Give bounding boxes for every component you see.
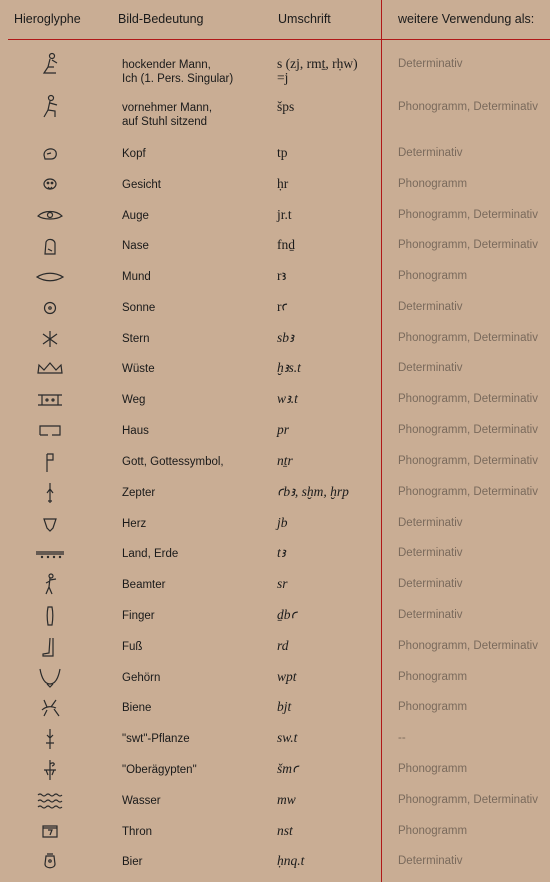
transliteration-cell: nṯr bbox=[277, 453, 293, 468]
transliteration-cell: sbꜣ bbox=[277, 330, 294, 345]
usage-cell: Determinativ bbox=[398, 301, 463, 313]
transliteration-cell: rd bbox=[277, 638, 289, 653]
meaning-cell: Fuß bbox=[122, 641, 143, 653]
transliteration-cell: jb bbox=[277, 515, 288, 530]
transliteration-cell: rꜥ bbox=[277, 299, 288, 314]
transliteration-cell: pr bbox=[277, 422, 290, 437]
usage-cell: Phonogramm, Determinativ bbox=[398, 455, 538, 467]
usage-cell: Determinativ bbox=[398, 855, 463, 867]
header-usage: weitere Verwendung als: bbox=[398, 12, 535, 26]
header-transliteration: Umschrift bbox=[278, 12, 331, 26]
meaning-cell: Stern bbox=[122, 333, 150, 345]
meaning-cell: Wüste bbox=[122, 363, 155, 375]
usage-cell: Determinativ bbox=[398, 517, 463, 529]
meaning-cell: Biene bbox=[122, 702, 152, 714]
meaning-cell: Gehörn bbox=[122, 672, 161, 684]
meaning-cell: Weg bbox=[122, 394, 146, 406]
nose-hieroglyph-icon bbox=[30, 232, 70, 260]
usage-cell: Phonogramm, Determinativ bbox=[398, 332, 538, 344]
meaning-cell: Nase bbox=[122, 240, 149, 252]
foot-hieroglyph-icon bbox=[30, 633, 70, 661]
transliteration-cell: s (zj, rmṯ, rḥw) =j bbox=[277, 56, 358, 85]
usage-cell: Phonogramm, Determinativ bbox=[398, 640, 538, 652]
usage-cell: Phonogramm bbox=[398, 701, 468, 713]
meaning-cell: Auge bbox=[122, 210, 149, 222]
meaning-cell: Land, Erde bbox=[122, 548, 179, 560]
star-hieroglyph-icon bbox=[30, 325, 70, 353]
transliteration-cell: mw bbox=[277, 792, 296, 807]
meaning-cell: Wasser bbox=[122, 795, 161, 807]
column-divider-vertical bbox=[381, 0, 382, 882]
transliteration-cell: sr bbox=[277, 576, 288, 591]
usage-cell: Phonogramm bbox=[398, 270, 468, 282]
header-divider bbox=[8, 39, 550, 40]
usage-cell: Phonogramm, Determinativ bbox=[398, 486, 538, 498]
meaning-cell: Zepter bbox=[122, 487, 156, 499]
finger-hieroglyph-icon bbox=[30, 602, 70, 630]
meaning-cell: hockender Mann, Ich (1. Pers. Singular) bbox=[122, 59, 234, 85]
heart-hieroglyph-icon bbox=[30, 510, 70, 538]
header-meaning: Bild-Bedeutung bbox=[118, 12, 204, 26]
meaning-cell: Sonne bbox=[122, 302, 156, 314]
transliteration-cell: ḫꜣs.t bbox=[277, 360, 301, 375]
usage-cell: Phonogramm, Determinativ bbox=[398, 239, 538, 251]
meaning-cell: Mund bbox=[122, 271, 151, 283]
eye-hieroglyph-icon bbox=[30, 202, 70, 230]
usage-cell: Phonogramm, Determinativ bbox=[398, 101, 538, 113]
meaning-cell: Gesicht bbox=[122, 179, 161, 191]
land-hieroglyph-icon bbox=[30, 540, 70, 568]
transliteration-cell: ḥnq.t bbox=[277, 853, 305, 868]
usage-cell: Phonogramm bbox=[398, 671, 468, 683]
transliteration-cell: šmꜥ bbox=[277, 761, 299, 776]
usage-cell: Phonogramm, Determinativ bbox=[398, 209, 538, 221]
meaning-cell: Thron bbox=[122, 826, 153, 838]
scepter-hieroglyph-icon bbox=[30, 479, 70, 507]
usage-cell: Determinativ bbox=[398, 58, 463, 70]
meaning-cell: "swt"-Pflanze bbox=[122, 733, 190, 745]
meaning-cell: Gott, Gottessymbol, bbox=[122, 456, 224, 468]
transliteration-cell: ḥr bbox=[277, 176, 289, 191]
usage-cell: Phonogramm bbox=[398, 178, 468, 190]
head-hieroglyph-icon bbox=[30, 140, 70, 168]
usage-cell: Determinativ bbox=[398, 362, 463, 374]
bee-hieroglyph-icon bbox=[30, 694, 70, 722]
usage-cell: Phonogramm, Determinativ bbox=[398, 424, 538, 436]
transliteration-cell: bjt bbox=[277, 699, 292, 714]
meaning-cell: Bier bbox=[122, 856, 143, 868]
meaning-cell: vornehmer Mann, auf Stuhl sitzend bbox=[122, 102, 213, 128]
house-hieroglyph-icon bbox=[30, 417, 70, 445]
transliteration-cell: tp bbox=[277, 145, 288, 160]
transliteration-cell: ꜥbꜣ, sḫm, ḫrp bbox=[277, 484, 349, 499]
usage-cell: Determinativ bbox=[398, 609, 463, 621]
meaning-cell: Herz bbox=[122, 518, 147, 530]
throne-hieroglyph-icon bbox=[30, 818, 70, 846]
road-hieroglyph-icon bbox=[30, 386, 70, 414]
beer-jug-hieroglyph-icon bbox=[30, 848, 70, 876]
mouth-hieroglyph-icon bbox=[30, 263, 70, 291]
transliteration-cell: šps bbox=[277, 99, 295, 114]
header-hieroglyph: Hieroglyphe bbox=[14, 12, 81, 26]
meaning-cell: "Oberägypten" bbox=[122, 764, 197, 776]
face-hieroglyph-icon bbox=[30, 171, 70, 199]
transliteration-cell: wꜣ.t bbox=[277, 391, 298, 406]
noble-seated-hieroglyph-icon bbox=[30, 94, 70, 122]
transliteration-cell: rꜣ bbox=[277, 268, 287, 283]
god-flag-hieroglyph-icon bbox=[30, 448, 70, 476]
transliteration-cell: sw.t bbox=[277, 730, 298, 745]
meaning-cell: Finger bbox=[122, 610, 155, 622]
usage-cell: Phonogramm, Determinativ bbox=[398, 393, 538, 405]
swt-plant-hieroglyph-icon bbox=[30, 725, 70, 753]
sun-hieroglyph-icon bbox=[30, 294, 70, 322]
transliteration-cell: fnḏ bbox=[277, 237, 295, 252]
meaning-cell: Kopf bbox=[122, 148, 146, 160]
meaning-cell: Haus bbox=[122, 425, 149, 437]
upper-egypt-plant-hieroglyph-icon bbox=[30, 756, 70, 784]
usage-cell: Phonogramm bbox=[398, 763, 468, 775]
horns-hieroglyph-icon bbox=[30, 664, 70, 692]
usage-cell: Phonogramm, Determinativ bbox=[398, 794, 538, 806]
transliteration-cell: tꜣ bbox=[277, 545, 286, 560]
desert-hieroglyph-icon bbox=[30, 355, 70, 383]
transliteration-cell: wpt bbox=[277, 669, 297, 684]
usage-cell: Determinativ bbox=[398, 147, 463, 159]
seated-man-hieroglyph-icon bbox=[30, 51, 70, 79]
water-hieroglyph-icon bbox=[30, 787, 70, 815]
usage-cell: Phonogramm bbox=[398, 825, 468, 837]
usage-cell: -- bbox=[398, 732, 406, 744]
transliteration-cell: nst bbox=[277, 823, 293, 838]
meaning-cell: Beamter bbox=[122, 579, 166, 591]
usage-cell: Determinativ bbox=[398, 578, 463, 590]
transliteration-cell: jr.t bbox=[277, 207, 292, 222]
official-hieroglyph-icon bbox=[30, 571, 70, 599]
transliteration-cell: ḏbꜥ bbox=[277, 607, 297, 622]
usage-cell: Determinativ bbox=[398, 547, 463, 559]
